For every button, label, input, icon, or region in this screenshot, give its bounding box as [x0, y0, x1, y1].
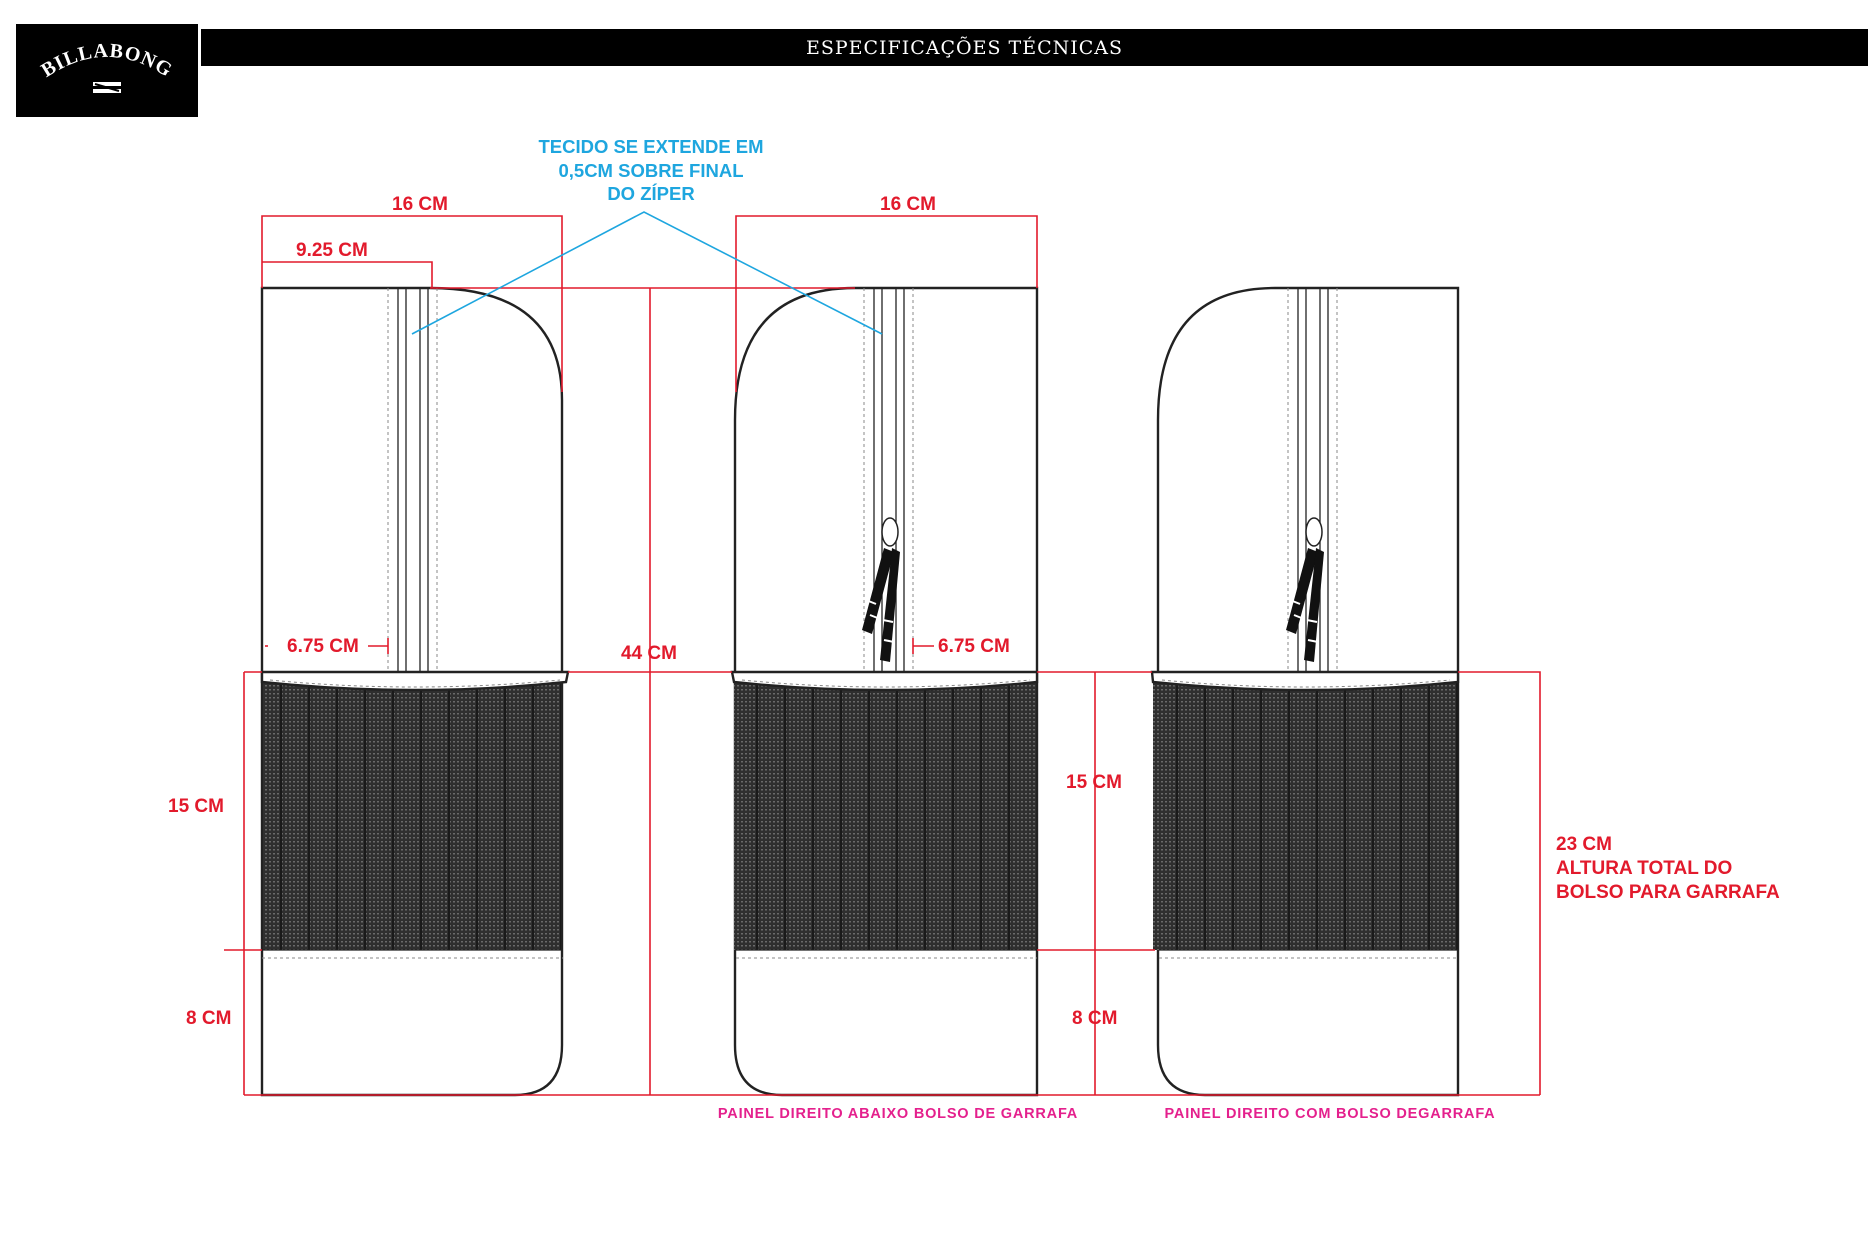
base-height-label-mid: 8 CM — [1072, 1008, 1118, 1029]
note-line-3: DO ZÍPER — [607, 183, 695, 204]
right-panel — [1152, 288, 1458, 1095]
zip-edge-label-left: 6.75 CM — [287, 636, 359, 657]
caption-right-panel: PAINEL DIREITO COM BOLSO DEGARRAFA — [1164, 1106, 1496, 1122]
pocket-total-label — [1556, 834, 1780, 903]
logo-wordmark: BILLABONG — [37, 39, 177, 82]
total-height-label: 44 CM — [621, 643, 677, 664]
middle-panel — [732, 288, 1037, 1095]
zip-offset-label: 9.25 CM — [296, 240, 368, 261]
mesh-height-label-left: 15 CM — [168, 796, 224, 817]
note-line-1: TECIDO SE EXTENDE EM — [538, 136, 764, 157]
note-line-2: 0,5CM SOBRE FINAL — [558, 160, 744, 181]
caption-middle-panel: PAINEL DIREITO ABAIXO BOLSO DE GARRAFA — [717, 1106, 1079, 1122]
base-height-label-left: 8 CM — [186, 1008, 232, 1029]
width-label-right: 16 CM — [880, 194, 936, 215]
page-title: ESPECIFICAÇÕES TÉCNICAS — [805, 36, 1124, 59]
zip-edge-label-right: 6.75 CM — [938, 636, 1010, 657]
pocket-total-line-1: 23 CM — [1556, 834, 1612, 855]
left-panel — [262, 288, 568, 1095]
width-label-left: 16 CM — [392, 194, 448, 215]
mesh-height-label-mid: 15 CM — [1066, 772, 1122, 793]
pocket-total-line-2: ALTURA TOTAL DO — [1556, 858, 1733, 879]
note-text — [538, 136, 763, 204]
pocket-total-line-3: BOLSO PARA GARRAFA — [1556, 882, 1780, 903]
